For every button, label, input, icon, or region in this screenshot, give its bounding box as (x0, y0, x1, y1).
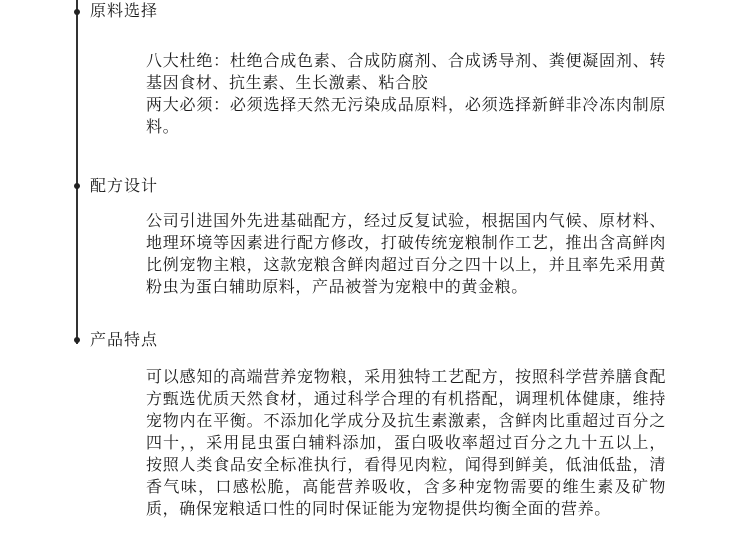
timeline-dot (74, 337, 80, 343)
section-body-product-features (146, 366, 666, 520)
paragraph: 两大必须：必须选择天然无污染成品原料，必须选择新鲜非冷冻肉制原料。 (146, 95, 666, 136)
paragraph: 公司引进国外先进基础配方，经过反复试验，根据国内气候、原材料、地理环境等因素进行配方修改，打破传统宠粮制作工艺，推出含高鲜肉比例宠物主粮，这款宠粮含鲜肉超过百分之四十以上，并且率先采用黄粉虫为蛋白辅助原料，产品被誉为宠粮中的黄金粮。 (146, 211, 666, 296)
timeline-dot (74, 9, 80, 15)
paragraph: 八大杜绝：杜绝合成色素、合成防腐剂、合成诱导剂、粪便凝固剂、转基因食材、抗生素、生长激素、粘合胶 (146, 51, 666, 92)
timeline-line (76, 0, 78, 344)
section-title-product-features: 产品特点 (90, 330, 159, 349)
section-body-formula-design (146, 210, 666, 298)
section-title-raw-materials: 原料选择 (90, 1, 159, 20)
paragraph: 可以感知的高端营养宠物粮，采用独特工艺配方，按照科学营养膳食配方甄选优质天然食材，通过科学合理的有机搭配，调理机体健康，维持宠物内在平衡。不添加化学成分及抗生素激素，含鲜肉比重超过百分之四十，，采用昆虫蛋白辅料添加，蛋白吸收率超过百分之九十五以上，按照人类食品安全标准执行，看得见肉粒，闻得到鲜美，低油低盐，清香气味，口感松脆，高能营养吸收，含多种宠物需要的维生素及矿物质，确保宠粮适口性的同时保证能为宠物提供均衡全面的营养。 (146, 367, 666, 518)
section-title-formula-design: 配方设计 (90, 176, 159, 195)
timeline-dot (74, 183, 80, 189)
section-body-raw-materials (146, 50, 666, 138)
